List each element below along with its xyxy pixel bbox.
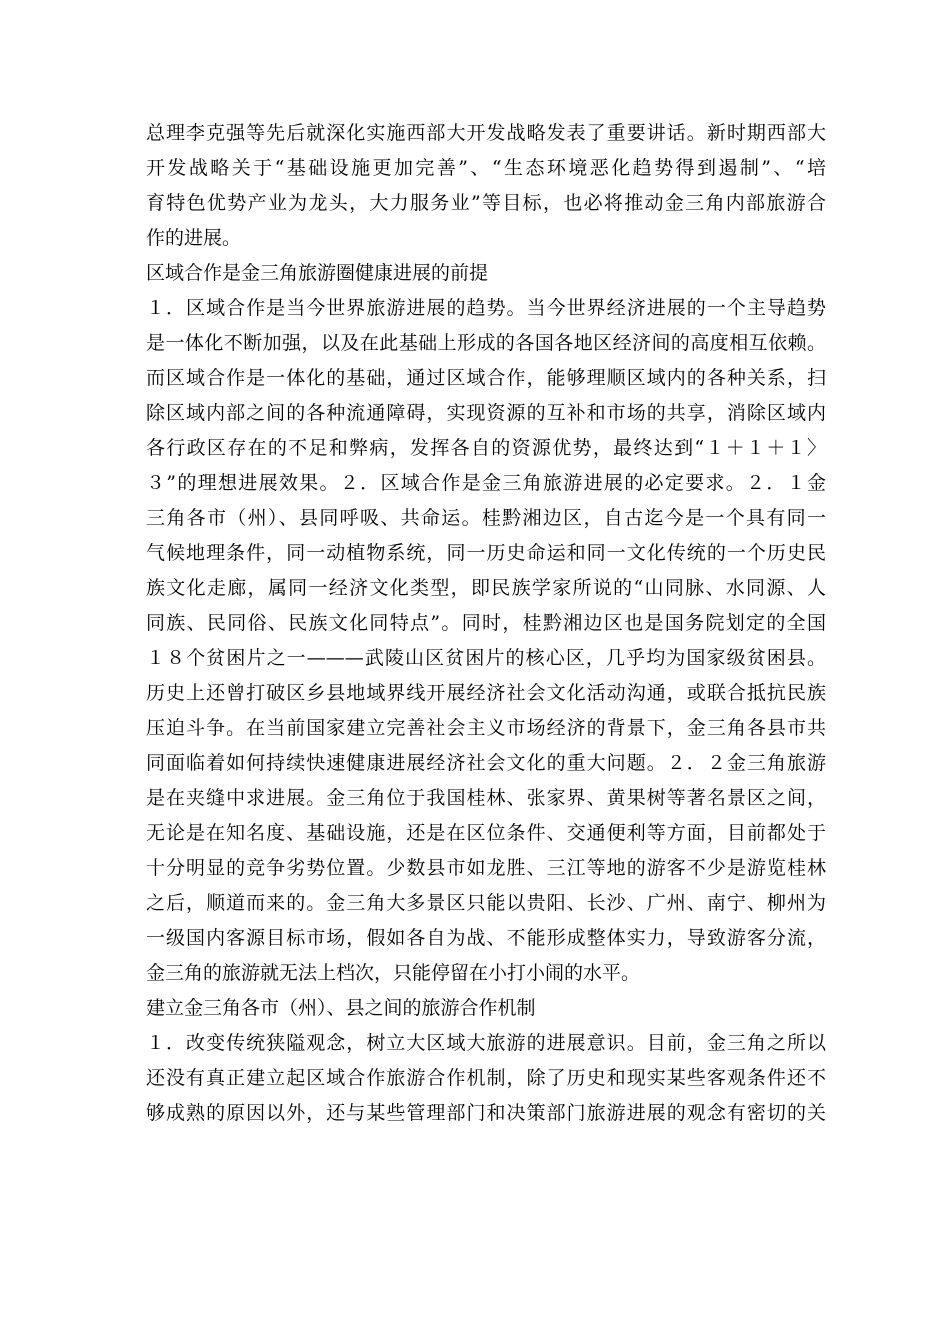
text-line: 而区域合作是一体化的基础，通过区域合作，能够理顺区域内的各种关系，扫 xyxy=(146,367,826,389)
text-line: 气候地理条件，同一动植物系统，同一历史命运和同一文化传统的一个历史民 xyxy=(146,542,826,564)
text-line: 够成熟的原因以外，还与某些管理部门和决策部门旅游进展的观念有密切的关 xyxy=(146,1102,826,1124)
text-line: 总理李克强等先后就深化实施西部大开发战略发表了重要讲话。新时期西部大 xyxy=(146,122,826,144)
text-line: 之后，顺道而来的。金三角大多景区只能以贵阳、长沙、广州、南宁、柳州为 xyxy=(146,892,826,914)
text-line: １８个贫困片之一———武陵山区贫困片的核心区，几乎均为国家级贫困县。 xyxy=(146,647,826,669)
text-line: 开发战略关于“基础设施更加完善”、“生态环境恶化趋势得到遏制”、“培 xyxy=(146,157,826,179)
text-line: 是一体化不断加强，以及在此基础上形成的各国各地区经济间的高度相互依赖。 xyxy=(146,332,826,354)
text-line: 作的进展。 xyxy=(146,227,242,249)
text-line: 同面临着如何持续快速健康进展经济社会文化的重大问题。２．２金三角旅游 xyxy=(146,752,826,774)
text-line: 区域合作是金三角旅游圈健康进展的前提 xyxy=(146,262,489,284)
text-line: 历史上还曾打破区乡县地域界线开展经济社会文化活动沟通，或联合抵抗民族 xyxy=(146,682,826,704)
text-line: 除区域内部之间的各种流通障碍，实现资源的互补和市场的共享，消除区域内 xyxy=(146,402,826,424)
text-line: 金三角的旅游就无法上档次，只能停留在小打小闹的水平。 xyxy=(146,962,641,984)
text-line: 是在夹缝中求进展。金三角位于我国桂林、张家界、黄果树等著名景区之间， xyxy=(146,787,826,809)
text-line: １．改变传统狭隘观念，树立大区域大旅游的进展意识。目前，金三角之所以 xyxy=(146,1032,826,1054)
text-line: 压迫斗争。在当前国家建立完善社会主义市场经济的背景下，金三角各县市共 xyxy=(146,717,826,739)
text-line: 各行政区存在的不足和弊病，发挥各自的资源优势，最终达到“１＋１＋１〉 xyxy=(146,437,826,459)
text-line: 一级国内客源目标市场，假如各自为战、不能形成整体实力，导致游客分流， xyxy=(146,927,826,949)
body-text xyxy=(146,116,826,1131)
text-line: 十分明显的竞争劣势位置。少数县市如龙胜、三江等地的游客不少是游览桂林 xyxy=(146,857,826,879)
text-line: 族文化走廊，属同一经济文化类型，即民族学家所说的“山同脉、水同源、人 xyxy=(146,577,826,599)
text-line: ３”的理想进展效果。２．区域合作是金三角旅游进展的必定要求。２．１金 xyxy=(146,472,826,494)
text-line: 三角各市（州）、县同呼吸、共命运。桂黔湘边区，自古迄今是一个具有同一 xyxy=(146,507,826,529)
text-line: 无论是在知名度、基础设施，还是在区位条件、交通便利等方面，目前都处于 xyxy=(146,822,826,844)
text-line: 还没有真正建立起区域合作旅游合作机制，除了历史和现实某些客观条件还不 xyxy=(146,1067,826,1089)
text-line: 建立金三角各市（州）、县之间的旅游合作机制 xyxy=(146,997,536,1019)
text-line: 同族、民同俗、民族文化同特点”。同时，桂黔湘边区也是国务院划定的全国 xyxy=(146,612,826,634)
text-line: １．区域合作是当今世界旅游进展的趋势。当今世界经济进展的一个主导趋势 xyxy=(146,297,826,319)
text-line: 育特色优势产业为龙头，大力服务业”等目标，也必将推动金三角内部旅游合 xyxy=(146,192,826,214)
